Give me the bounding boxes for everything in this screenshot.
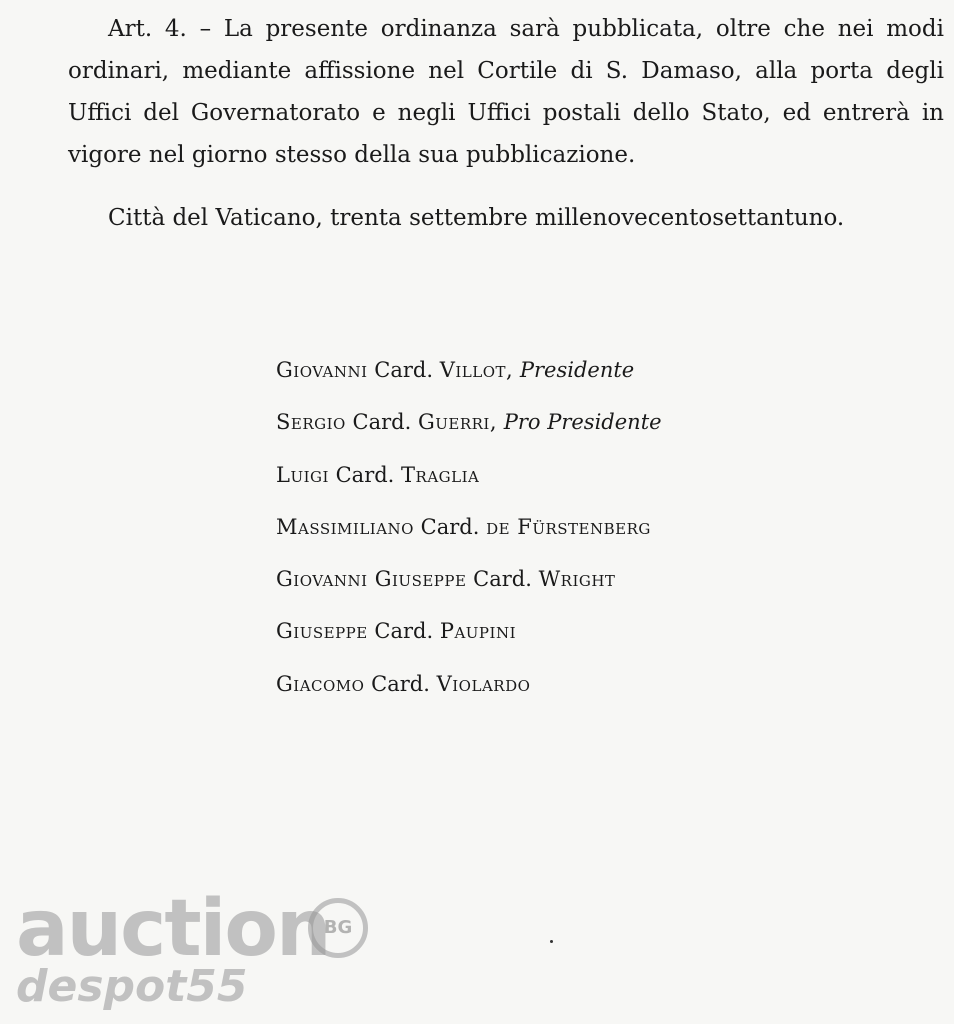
signatory-card: Card. xyxy=(371,671,430,696)
signatory-first-name: Massimiliano xyxy=(276,514,414,539)
signatory-first-name: Sergio xyxy=(276,410,346,435)
signatory-card: Card. xyxy=(420,514,480,539)
signatory-card: Card. xyxy=(374,358,433,382)
signatory-first-name: Giuseppe xyxy=(276,619,368,644)
signatory-card: Card. xyxy=(352,410,412,435)
article-line: ordinari, mediante affissione nel Cortile di S. Damaso, alla porta degli xyxy=(68,58,944,84)
watermark-main-text: auction xyxy=(16,884,330,974)
signatory-first-name: Giacomo xyxy=(276,671,365,696)
signatory-last-name: de Fürstenberg xyxy=(486,514,651,539)
signatory-last-name: Guerri, xyxy=(417,410,498,435)
signatory-last-name: Traglia xyxy=(401,462,480,487)
signatory-card: Card. xyxy=(335,462,395,487)
article-line: vigore nel giorno stesso della sua pubblicazione. xyxy=(68,142,636,168)
signatory-last-name: Violardo xyxy=(436,671,531,696)
signature-item xyxy=(276,605,662,657)
watermark-sub-text: despot55 xyxy=(16,961,248,1012)
signatory-first-name: Giovanni Giuseppe xyxy=(276,567,467,592)
article-line: Art. 4. – La presente ordinanza sarà pubblicata, oltre che nei modi xyxy=(108,16,944,42)
signature-item xyxy=(276,344,662,396)
signatory-first-name: Luigi xyxy=(276,462,329,487)
signatory-last-name: Wright xyxy=(538,567,616,592)
signature-item xyxy=(276,449,662,501)
date-line: Città del Vaticano, trenta settembre millenovecentosettantuno. xyxy=(108,205,845,231)
signatory-card: Card. xyxy=(473,567,532,592)
signature-item xyxy=(276,658,662,710)
watermark-badge-text: BG xyxy=(323,917,353,938)
article-line: Uffici del Governatorato e negli Uffici postali dello Stato, ed entrerà in xyxy=(68,100,944,126)
article-paragraph xyxy=(68,8,944,176)
watermark-logo xyxy=(14,880,374,1020)
signature-item xyxy=(276,553,662,605)
signature-list xyxy=(276,344,662,710)
signature-item xyxy=(276,396,662,448)
signatory-card: Card. xyxy=(374,619,434,644)
signatory-title: Presidente xyxy=(519,358,635,382)
signature-item xyxy=(276,501,662,553)
signatory-last-name: Paupini xyxy=(439,619,517,644)
signatory-title: Pro Presidente xyxy=(503,410,662,435)
signatory-first-name: Giovanni xyxy=(276,358,368,382)
paper-speck xyxy=(550,940,553,943)
watermark-badge-icon xyxy=(308,898,368,958)
signatory-last-name: Villot, xyxy=(439,358,514,382)
